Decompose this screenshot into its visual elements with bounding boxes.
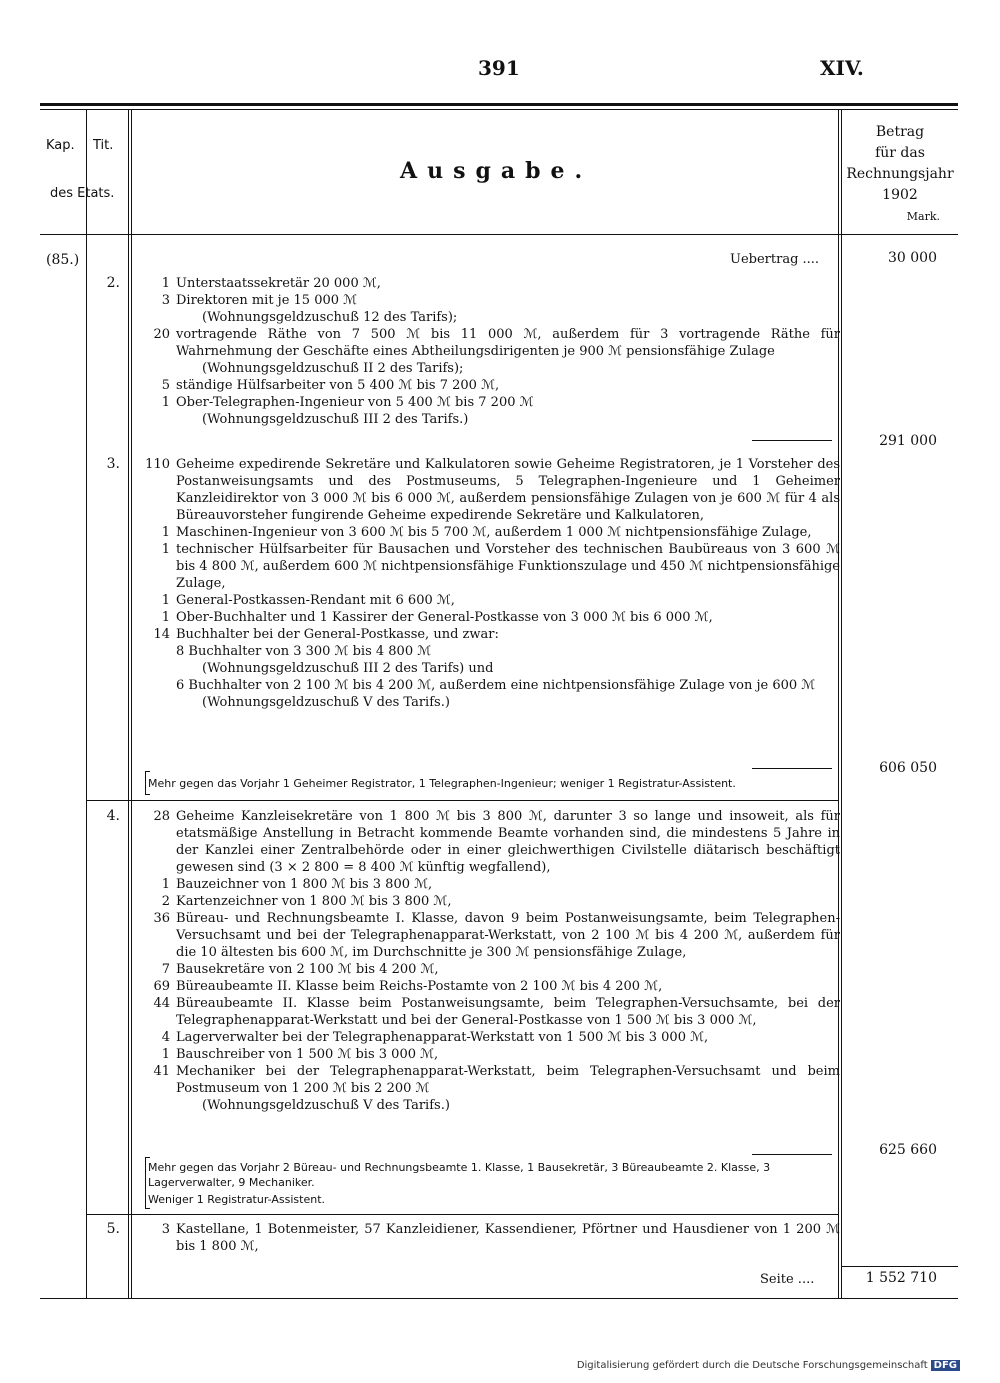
count: 1: [161, 1047, 170, 1062]
header-rule: [40, 234, 958, 235]
count: 14: [153, 627, 170, 642]
entry-text: Ober-Telegraphen-Ingenieur von 5 400 ℳ bis 7 200 ℳ: [176, 395, 534, 410]
total-rule: [841, 1266, 958, 1267]
list-item: [130, 978, 840, 995]
tit-separator: [86, 800, 838, 801]
count: 4: [161, 1030, 170, 1045]
betrag-unit: Mark.: [906, 210, 940, 223]
entry-text: Maschinen-Ingenieur von 3 600 ℳ bis 5 700 ℳ, außerdem 1 000 ℳ nichtpensionsfähige Zulage,: [176, 525, 812, 540]
sum-rule: [752, 1154, 832, 1155]
footer-text: Digitalisierung gefördert durch die Deutsche Forschungsgemeinschaft: [576, 1360, 928, 1371]
count: [130, 660, 176, 677]
count: 20: [153, 327, 170, 342]
tit-number: 5.: [106, 1221, 120, 1237]
list-item: [130, 677, 840, 694]
count: 36: [153, 911, 170, 926]
count: [130, 694, 176, 711]
betrag-header: [840, 122, 960, 227]
list-item: [130, 660, 840, 677]
entry-text: Bausekretäre von 2 100 ℳ bis 4 200 ℳ,: [176, 962, 439, 977]
entry-text: technischer Hülfsarbeiter für Bausachen und Vorsteher des technischen Baubüreaus von 3 600 ℳ bis 4 800 ℳ, außerdem 600 ℳ nichtpensionsfähige Funktionszulage und 450 ℳ nichtpensionsfähige Zulage,: [176, 542, 840, 591]
entry-text: Geheime Kanzleisekretäre von 1 800 ℳ bis 3 800 ℳ, darunter 3 so lange und insoweit, als für etatsmäßige Anstellung in Betracht kommende Beamte vorhanden sind, die mindestens 5 Jahre in der Kanzlei einer Zentralbehörde oder in einer gleichwerthigen Civilstelle diätarisch beschäftigt gewesen sind (3 × 2 800 = 8 400 ℳ künftig wegfallend),: [176, 809, 840, 875]
dfg-logo-icon: DFG: [931, 1360, 960, 1371]
count: 110: [145, 457, 170, 472]
col-divider-kap: [86, 110, 87, 1298]
tit-number: 2.: [106, 275, 120, 291]
entry-text: (Wohnungsgeldzuschuß V des Tarifs.): [202, 1098, 450, 1113]
list-item: [130, 1046, 840, 1063]
list-item: [130, 694, 840, 711]
entry-text: (Wohnungsgeldzuschuß II 2 des Tarifs);: [202, 361, 464, 376]
list-item: [130, 910, 840, 961]
count: 5: [161, 378, 170, 393]
tit-2-amount: 291 000: [879, 433, 937, 449]
top-rule-thin: [40, 109, 958, 110]
col-header-tit: Tit.: [93, 138, 114, 153]
count: 1: [161, 610, 170, 625]
count: [130, 360, 176, 377]
list-item: [130, 626, 840, 643]
count: [130, 411, 176, 428]
tit-number: 3.: [106, 456, 120, 472]
seite-label: Seite ....: [760, 1272, 815, 1287]
tit-3-amount: 606 050: [879, 760, 937, 776]
entry-text: ständige Hülfsarbeiter von 5 400 ℳ bis 7 200 ℳ,: [176, 378, 500, 393]
col-divider-betrag-2: [841, 110, 842, 1298]
change-note: Mehr gegen das Vorjahr 2 Büreau- und Rechnungsbeamte 1. Klasse, 1 Bausekretär, 3 Büreaubeamte 2. Klasse, 3 Lagerverwalter, 9 Mechaniker.: [148, 1161, 771, 1189]
entry-text: (Wohnungsgeldzuschuß III 2 des Tarifs) und: [202, 661, 494, 676]
list-item: [130, 275, 840, 292]
entry-text: Büreau- und Rechnungsbeamte I. Klasse, davon 9 beim Postanweisungsamte, beim Telegraphen-Versuchsamt und bei der Telegraphenapparat-Werkstatt, von 2 100 ℳ bis 4 200 ℳ, außerdem für die 10 ältesten bis 600 ℳ, im Durchschnitte je 300 ℳ pensionsfähige Zulage,: [176, 911, 840, 960]
list-item: [130, 1029, 840, 1046]
list-item: [130, 326, 840, 360]
col-header-kap: Kap.: [46, 138, 75, 153]
list-item: [130, 541, 840, 592]
list-item: [130, 609, 840, 626]
tit-2-block: [130, 275, 840, 428]
col-divider-tit: [128, 110, 129, 1298]
count: [130, 643, 176, 660]
list-item: [130, 961, 840, 978]
list-item: [130, 309, 840, 326]
count: 1: [161, 395, 170, 410]
entry-text: Unterstaatssekretär 20 000 ℳ,: [176, 276, 381, 291]
entry-text: Lagerverwalter bei der Telegraphenapparat-Werkstatt von 1 500 ℳ bis 3 000 ℳ,: [176, 1030, 709, 1045]
page-number: 391: [478, 56, 520, 80]
list-item: [130, 411, 840, 428]
sum-rule: [752, 440, 832, 441]
list-item: [130, 360, 840, 377]
list-item: [130, 995, 840, 1029]
footer-credit: [577, 1360, 960, 1371]
entry-text: Bauzeichner von 1 800 ℳ bis 3 800 ℳ,: [176, 877, 433, 892]
entry-text: 8 Buchhalter von 3 300 ℳ bis 4 800 ℳ: [176, 644, 432, 659]
list-item: [130, 893, 840, 910]
entry-text: Ober-Buchhalter und 1 Kassirer der General-Postkasse von 3 000 ℳ bis 6 000 ℳ,: [176, 610, 713, 625]
entry-text: Büreaubeamte II. Klasse beim Postanweisungsamte, beim Telegraphen-Versuchsamte, bei der Telegraphenapparat-Werkstatt und bei der General-Postkasse von 1 500 ℳ bis 3 000 ℳ,: [176, 996, 840, 1028]
entry-text: Buchhalter bei der General-Postkasse, und zwar:: [176, 627, 499, 642]
entry-text: 6 Buchhalter von 2 100 ℳ bis 4 200 ℳ, außerdem eine nichtpensionsfähige Zulage von je 600 ℳ: [176, 678, 816, 693]
entry-text: Kartenzeichner von 1 800 ℳ bis 3 800 ℳ,: [176, 894, 452, 909]
betrag-label: Betrag: [875, 124, 925, 140]
list-item: [130, 592, 840, 609]
seite-amount: 1 552 710: [865, 1270, 937, 1286]
count: 2: [161, 894, 170, 909]
count: 44: [153, 996, 170, 1011]
bottom-rule: [40, 1298, 958, 1299]
entry-text: Geheime expedirende Sekretäre und Kalkulatoren sowie Geheime Registratoren, je 1 Vorsteher des Postanweisungsamts und des Postmuseums, 5 Telegraphen-Ingenieure und 1 Geheimer Kanzleidirektor von 3 000 ℳ bis 6 000 ℳ, außerdem pensionsfähige Zulagen von je 600 ℳ für 4 als Büreauvorsteher fungirende Geheime expedirende Sekretäre und Kalkulatoren,: [176, 457, 840, 523]
uebertrag-amount: 30 000: [888, 250, 937, 266]
uebertrag-label: Uebertrag ....: [730, 252, 820, 267]
count: 28: [153, 809, 170, 824]
list-item: [130, 876, 840, 893]
count: 1: [161, 542, 170, 557]
count: 3: [161, 1222, 170, 1237]
entry-text: vortragende Räthe von 7 500 ℳ bis 11 000 ℳ, außerdem für 3 vortragende Räthe für Wahrnehmung der Geschäfte eines Abtheilungsdirigenten je 900 ℳ pensionsfähige Zulage: [176, 327, 840, 359]
count: [130, 677, 176, 694]
tit-4-amount: 625 660: [879, 1142, 937, 1158]
list-item: [130, 394, 840, 411]
count: 69: [153, 979, 170, 994]
entry-text: Direktoren mit je 15 000 ℳ: [176, 293, 358, 308]
entry-text: General-Postkassen-Rendant mit 6 600 ℳ,: [176, 593, 455, 608]
tit-separator: [86, 1214, 838, 1215]
list-item: [130, 377, 840, 394]
count: 41: [153, 1064, 170, 1079]
top-rule: [40, 103, 958, 106]
list-item: [130, 1221, 840, 1255]
count: 3: [161, 293, 170, 308]
entry-text: (Wohnungsgeldzuschuß V des Tarifs.): [202, 695, 450, 710]
entry-text: Kastellane, 1 Botenmeister, 57 Kanzleidiener, Kassendiener, Pförtner und Hausdiener von 1 200 ℳ bis 1 800 ℳ,: [176, 1222, 840, 1254]
count: 1: [161, 276, 170, 291]
list-item: [130, 808, 840, 876]
change-note-weniger: Weniger 1 Registratur-Assistent.: [148, 1193, 326, 1206]
count: [130, 1097, 176, 1114]
count: 1: [161, 877, 170, 892]
list-item: [130, 1063, 840, 1097]
count: [130, 309, 176, 326]
list-item: [130, 524, 840, 541]
page-title: Ausgabe.: [400, 158, 593, 184]
entry-text: (Wohnungsgeldzuschuß III 2 des Tarifs.): [202, 412, 469, 427]
entry-text: (Wohnungsgeldzuschuß 12 des Tarifs);: [202, 310, 458, 325]
list-item: [130, 456, 840, 524]
list-item: [130, 643, 840, 660]
tit-4-block: [130, 808, 840, 1114]
list-item: [130, 292, 840, 309]
col-header-des-etats: des Etats.: [50, 186, 115, 201]
betrag-label-3: Rechnungsjahr: [846, 166, 954, 182]
count: 1: [161, 593, 170, 608]
kap-number: (85.): [46, 252, 80, 268]
count: 1: [161, 525, 170, 540]
tit-3-block: [130, 456, 840, 711]
count: 7: [161, 962, 170, 977]
tit-number: 4.: [106, 808, 120, 824]
betrag-year: 1902: [882, 187, 918, 203]
change-note: Mehr gegen das Vorjahr 1 Geheimer Registrator, 1 Telegraphen-Ingenieur; weniger 1 Registratur-Assistent.: [148, 777, 736, 790]
entry-text: Büreaubeamte II. Klasse beim Reichs-Postamte von 2 100 ℳ bis 4 200 ℳ,: [176, 979, 663, 994]
section-number: XIV.: [820, 56, 864, 80]
entry-text: Mechaniker bei der Telegraphenapparat-Werkstatt, beim Telegraphen-Versuchsamt und beim Postmuseum von 1 200 ℳ bis 2 200 ℳ: [176, 1064, 840, 1096]
list-item: [130, 1097, 840, 1114]
entry-text: Bauschreiber von 1 500 ℳ bis 3 000 ℳ,: [176, 1047, 439, 1062]
sum-rule: [752, 768, 832, 769]
betrag-label-2: für das: [875, 145, 925, 161]
tit-5-block: [130, 1221, 840, 1255]
